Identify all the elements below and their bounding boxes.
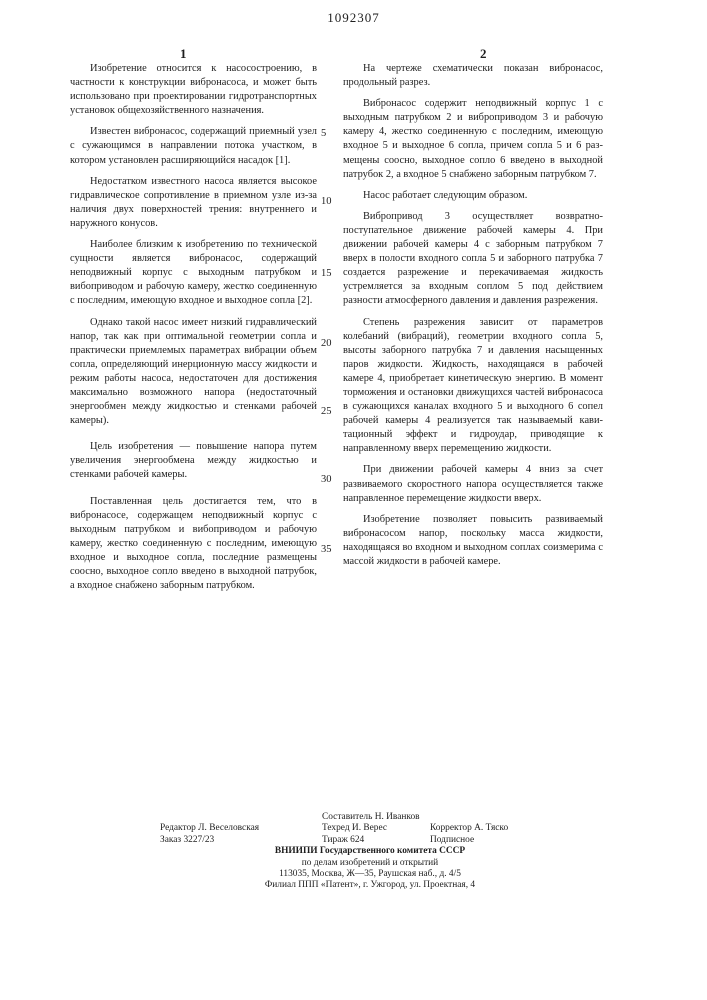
circulation: Тираж 624 <box>322 835 364 846</box>
line-number: 20 <box>321 338 332 349</box>
paragraph: Степень разрежения зависит от парамет­ров колебаний (вибраций), геометрии вход­ного сопла 5, высоты заборного патрубка 7 и давления насыщенных паров жидкости. Жидкость, находящаяся в рабочей камере 4, приобретает кинетическую энергию. В мо­мент торможения и остановки движущихся частей вибронасоса в сужающихся каналах входного 5 и выходного 6 сопел рабочей камеры 4 реализуется так называемый кави­тационный эффект и гидроудар, приводящие к направленному вверх перемещению жид­кости. <box>343 316 603 457</box>
paragraph: При движении рабочей камеры 4 вниз за счет развиваемого скоростного напора осуществляется также направленное пере­мещение жидкости вверх. <box>343 463 603 505</box>
column-1-number: 1 <box>180 46 187 62</box>
paragraph: Изобретение позволяет повысить разви­ваемый вибронасосом напор, поскольку мас­са жидкости, находящаяся во входном и вы­ходном соплах соизмерима с массой жидкос­ти в рабочей камере. <box>343 513 603 569</box>
paragraph: На чертеже схематически показан виб­ронасос, продольный разрез. <box>343 62 603 90</box>
patent-number: 1092307 <box>0 10 707 26</box>
subscription: Подписное <box>430 835 474 846</box>
techred: Техред И. Верес <box>322 823 387 834</box>
paragraph: Вибропривод 3 осуществляет возвратно­поступательное движение рабочей камеры 4. При движении рабочей камеры 4 с забор­ным патрубком 7 вверх в полости входного сопла 5 и заборного патрубка 7 создается разрежение и перекачиваемая жидкость устремляется за входным соплом 5 под дей­ствием разности атмосферного давления и давления разрежения. <box>343 210 603 309</box>
paragraph: Вибронасос содержит неподвижный кор­пус 1 с выходным патрубком 2 и вибропри­водом 3 и рабочую камеру 4, жестко соедин­енную с последним, имеющую входное 5 и выходное 6 сопла, причем сопла 5 и 6 раз­мещены соосно, выходное сопло 6 введено в выходной патрубок 2, а входное 5 снаб­жено заборным патрубком 7. <box>343 97 603 182</box>
paragraph: Цель изобретения — повышение напора путем увеличения энергообмена между жид­костью и стенками рабочей камеры. <box>70 440 317 482</box>
org-department: по делам изобретений и открытий <box>140 858 600 869</box>
column-1 <box>70 62 317 600</box>
editor: Редактор Л. Веселовская <box>160 823 259 834</box>
paragraph: Изобретение относится к насосострое­нию, в частности к конструкции вибронасоса, и может быть использовано при проектиро­вании гидротранспортных установок обще­хозяйственного назначения. <box>70 62 317 118</box>
line-number: 15 <box>321 268 332 279</box>
paragraph: Поставленная цель достигается тем, что в вибронасосе, содержащем неподвижный корпус с выходным патрубком и вибоприво­дом и рабочую камеру, жестко соединенную с последним, имеющую входное и выходное сопла, последние размещены соосно, выход­ное сопло введено в выходной патрубок, а входное снабжено заборным патрубком. <box>70 495 317 594</box>
paragraph: Недостатком известного насоса является высокое гидравлическое сопротивление в при­емном узле из-за наличия двух поверхнос­тей трения: внутреннего и наружного ко­нусов. <box>70 175 317 231</box>
org-name: ВНИИПИ Государственного комитета СССР <box>140 846 600 857</box>
corrector: Корректор А. Тяско <box>430 823 508 834</box>
line-number: 30 <box>321 474 332 485</box>
paragraph: Известен вибронасос, содержащий при­емный узел с сужающимся в направлении потока участком, в котором установлен рас­ширяющийся насадок [1]. <box>70 125 317 167</box>
line-number: 10 <box>321 196 332 207</box>
line-number: 5 <box>321 128 326 139</box>
publication-footer <box>160 812 600 892</box>
paragraph: Насос работает следующим образом. <box>343 189 603 203</box>
column-2-number: 2 <box>480 46 487 62</box>
line-number: 25 <box>321 406 332 417</box>
line-number: 35 <box>321 544 332 555</box>
column-2 <box>343 62 603 576</box>
compiler: Составитель Н. Иванков <box>322 812 420 823</box>
paragraph: Наиболее близким к изобретению по технической сущности является вибронасос, содержащий неподвижный корпус с выход­ным патрубком и вибоприводом и рабочую камеру, жестко соединенную с последним, имеющую входное и выходное сопла [2]. <box>70 238 317 308</box>
paragraph: Однако такой насос имеет низкий гид­равлический напор, так как при оптималь­ной геометрии сопла и практически прием­лемых параметрах вибрации объем сопла, определяющий инерционную массу жидкос­ти и режим работы насоса, недостаточен для достижения максимально возможного напора (недостаточный энергообмен между жидкостью и стенками рабочей камеры). <box>70 316 317 429</box>
order: Заказ 3227/23 <box>160 835 214 846</box>
branch-address: Филиал ППП «Патент», г. Ужгород, ул. Проектная, 4 <box>140 880 600 891</box>
org-address: 113035, Москва, Ж—35, Раушская наб., д. 4/5 <box>140 869 600 880</box>
